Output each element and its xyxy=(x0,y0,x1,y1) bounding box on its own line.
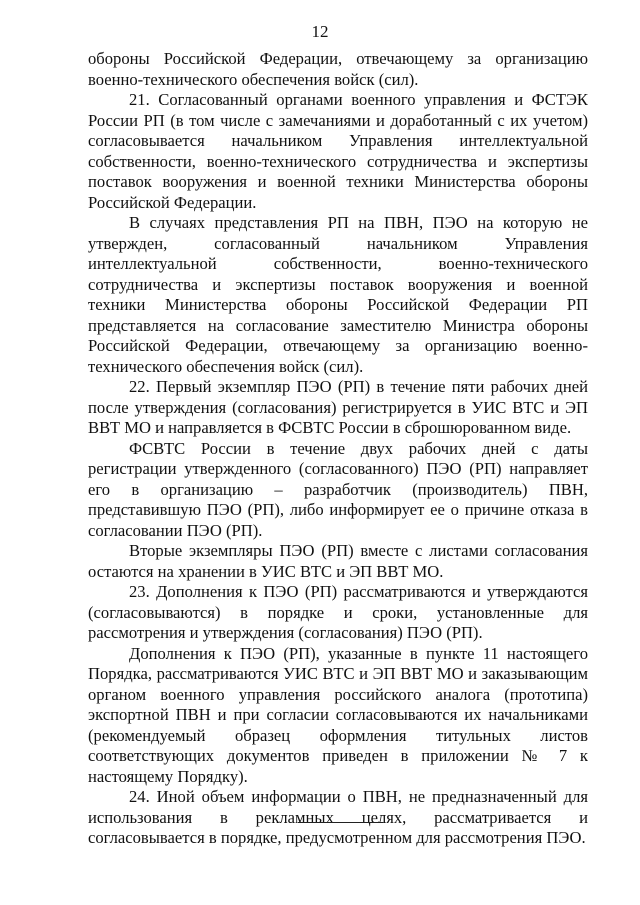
paragraph-item-22-fsvts: ФСВТС России в течение двух рабочих дней с даты регистрации утвержденного (согласованного) ПЭО (РП) направляет его в организацию – разработчик (производитель) ПВН, представившую ПЭО (РП), либо информирует ее о причине отказа в согласовании ПЭО (РП). xyxy=(88,438,588,540)
paragraph-item-22-second-copies: Вторые экземпляры ПЭО (РП) вместе с листами согласования остаются на хранении в УИС ВТС и ЭП ВВТ МО. xyxy=(88,541,588,581)
end-divider xyxy=(298,822,383,823)
document-body xyxy=(88,49,588,849)
paragraph-item-23: 23. Дополнения к ПЭО (РП) рассматриваются и утверждаются (согласовываются) в порядке и сроки, установленные для рассмотрения и утверждения (согласования) ПЭО (РП). xyxy=(88,582,588,642)
paragraph-item-22: 22. Первый экземпляр ПЭО (РП) в течение пяти рабочих дней после утверждения (согласования) регистрируется в УИС ВТС и ЭП ВВТ МО и направляется в ФСВТС России в сброшюрованном виде. xyxy=(88,377,588,437)
page-number: 12 xyxy=(311,22,329,41)
paragraph-item-23-additions: Дополнения к ПЭО (РП), указанные в пункте 11 настоящего Порядка, рассматриваются УИС ВТС и ЭП ВВТ МО и заказывающим органом военного управления российского аналога (прототипа) экспортной ПВН и при согласии согласовываются их начальниками (рекомендуемый образец оформления титульных листов соответствующих документов приведен в приложении № 7 к настоящему Порядку). xyxy=(88,643,588,786)
paragraph-continuation: обороны Российской Федерации, отвечающему за организацию военно-технического обеспечения войск (сил). xyxy=(88,49,588,89)
paragraph-item-21-cases: В случаях представления РП на ПВН, ПЭО на которую не утвержден, согласованный начальником Управления интеллектуальной собственности, военно-технического сотрудничества и экспертизы поставок вооружения и военной техники Министерства обороны Российской Федерации РП представляется на согласование заместителю Министра обороны Российской Федерации, отвечающему за организацию военно-технического обеспечения войск (сил). xyxy=(88,213,588,376)
paragraph-item-21: 21. Согласованный органами военного управления и ФСТЭК России РП (в том числе с замечаниями и доработанный с их учетом) согласовывается начальником Управления интеллектуальной собственности, военно-технического сотрудничества и экспертизы поставок вооружения и военной техники Министерства обороны Российской Федерации. xyxy=(88,90,588,212)
paragraph-item-24: 24. Иной объем информации о ПВН, не предназначенный для использования в рекламных целях, рассматривается и согласовывается в порядке, предусмотренном для рассмотрения ПЭО. xyxy=(88,787,588,847)
